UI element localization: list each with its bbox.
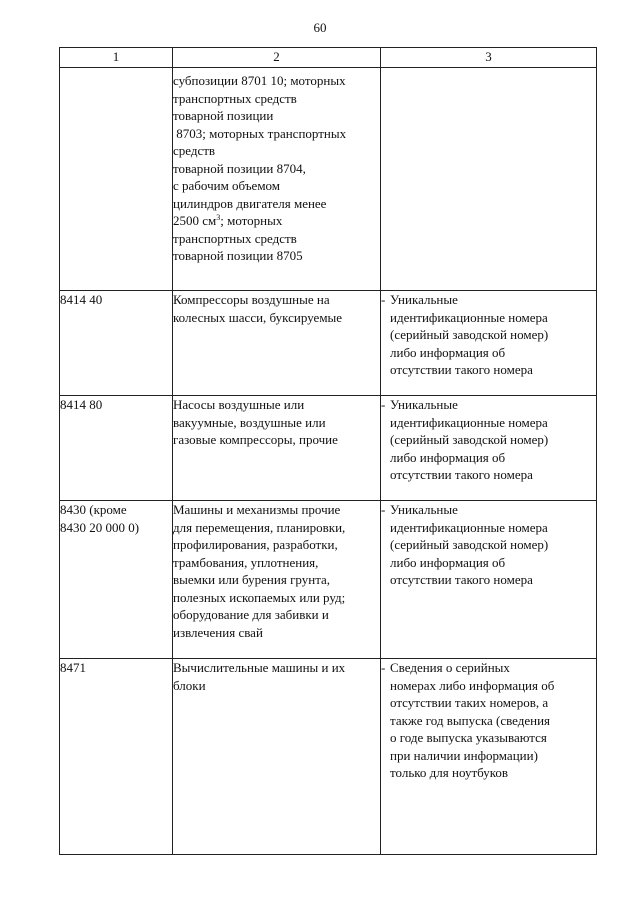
requirement-line: либо информация об (390, 554, 506, 570)
volume-text: 2500 см (173, 213, 217, 228)
description-line (173, 212, 380, 230)
description-cell (173, 396, 381, 501)
dash-marker: - (381, 397, 386, 412)
superscript: 3 (216, 213, 221, 222)
description-line: Компрессоры воздушные на (173, 292, 330, 307)
description-line: колесных шасси, буксируемые (173, 309, 343, 325)
description-line: товарной позиции (173, 108, 274, 123)
table-row (60, 501, 597, 659)
code-text: 8414 80 (60, 397, 103, 412)
page-number: 60 (313, 20, 327, 35)
description-line: оборудование для забивки и (173, 607, 329, 622)
requirement-line: либо информация об (390, 449, 506, 465)
column-header-1: 1 (60, 48, 173, 68)
requirement-line: Уникальные (390, 502, 458, 517)
requirement-line: отсутствии такого номера (390, 362, 533, 377)
description-line: товарной позиции 8704, (173, 160, 306, 176)
description-line: вакуумные, воздушные или (173, 414, 326, 430)
code-cell (60, 68, 173, 291)
requirement-cell (381, 68, 597, 291)
code-text: 8430 (кроме (60, 502, 127, 517)
requirement-line: только для ноутбуков (390, 765, 509, 780)
description-line: субпозиции 8701 10; моторных (173, 73, 346, 88)
description-line: полезных ископаемых или руд; (173, 589, 346, 605)
description-line: транспортных средств (173, 230, 297, 246)
code-cell (60, 396, 173, 501)
description-line: средств (173, 143, 216, 158)
requirement-line: Уникальные (390, 292, 458, 307)
description-line: товарной позиции 8705 (173, 248, 303, 263)
code-text: 8414 40 (60, 292, 103, 307)
dash-marker: - (381, 292, 386, 307)
requirement-line: также год выпуска (сведения (390, 712, 551, 728)
requirement-line: Сведения о серийных (390, 660, 510, 675)
document-table (59, 47, 597, 855)
requirement-line: (серийный заводской номер) (390, 432, 549, 447)
table-header-row (60, 48, 597, 68)
description-line: цилиндров двигателя менее (173, 195, 327, 211)
dash-marker: - (381, 502, 386, 517)
description-cell (173, 291, 381, 396)
table-row (60, 396, 597, 501)
requirement-cell (381, 291, 597, 396)
requirement-cell (381, 396, 597, 501)
requirement-line: отсутствии такого номера (390, 467, 533, 482)
description-line: выемки или бурения грунта, (173, 572, 331, 587)
code-cell (60, 291, 173, 396)
description-line: блоки (173, 677, 206, 693)
description-line: извлечения свай (173, 624, 263, 640)
description-line: профилирования, разработки, (173, 537, 338, 552)
table-row (60, 659, 597, 855)
code-cell (60, 659, 173, 855)
requirement-line: (серийный заводской номер) (390, 537, 549, 552)
requirement-line: (серийный заводской номер) (390, 327, 549, 342)
description-cell (173, 68, 381, 291)
requirement-item (381, 396, 596, 484)
requirement-cell (381, 659, 597, 855)
table-row (60, 291, 597, 396)
requirement-line: идентификационные номера (390, 519, 548, 535)
requirement-line: идентификационные номера (390, 309, 548, 325)
requirement-line: о годе выпуска указываются (390, 730, 547, 745)
requirement-line: отсутствии таких номеров, а (390, 695, 549, 710)
description-line: для перемещения, планировки, (173, 519, 346, 535)
code-text: 8430 20 000 0) (60, 519, 140, 535)
description-cell (173, 501, 381, 659)
requirement-line: идентификационные номера (390, 414, 548, 430)
description-line: транспортных средств (173, 90, 297, 106)
column-header-3: 3 (381, 48, 597, 68)
code-cell (60, 501, 173, 659)
requirement-line: отсутствии такого номера (390, 572, 533, 587)
column-header-2: 2 (173, 48, 381, 68)
requirement-line: номерах либо информация об (390, 677, 555, 693)
requirement-line: при наличии информации) (390, 747, 538, 763)
code-text: 8471 (60, 660, 86, 675)
description-line: Машины и механизмы прочие (173, 502, 341, 517)
requirement-line: либо информация об (390, 344, 506, 360)
requirement-cell (381, 501, 597, 659)
description-line: Насосы воздушные или (173, 397, 305, 412)
description-cell (173, 659, 381, 855)
dash-marker: - (381, 660, 386, 675)
description-line: с рабочим объемом (173, 178, 281, 193)
description-text: ; моторных (220, 213, 283, 228)
requirement-item (381, 659, 596, 782)
table-row (60, 68, 597, 291)
description-line: Вычислительные машины и их (173, 660, 346, 675)
description-line: газовые компрессоры, прочие (173, 432, 338, 447)
requirement-item (381, 501, 596, 589)
requirement-line: Уникальные (390, 397, 458, 412)
description-line: 8703; моторных транспортных (173, 125, 347, 141)
description-line: трамбования, уплотнения, (173, 554, 319, 570)
requirement-item (381, 291, 596, 379)
